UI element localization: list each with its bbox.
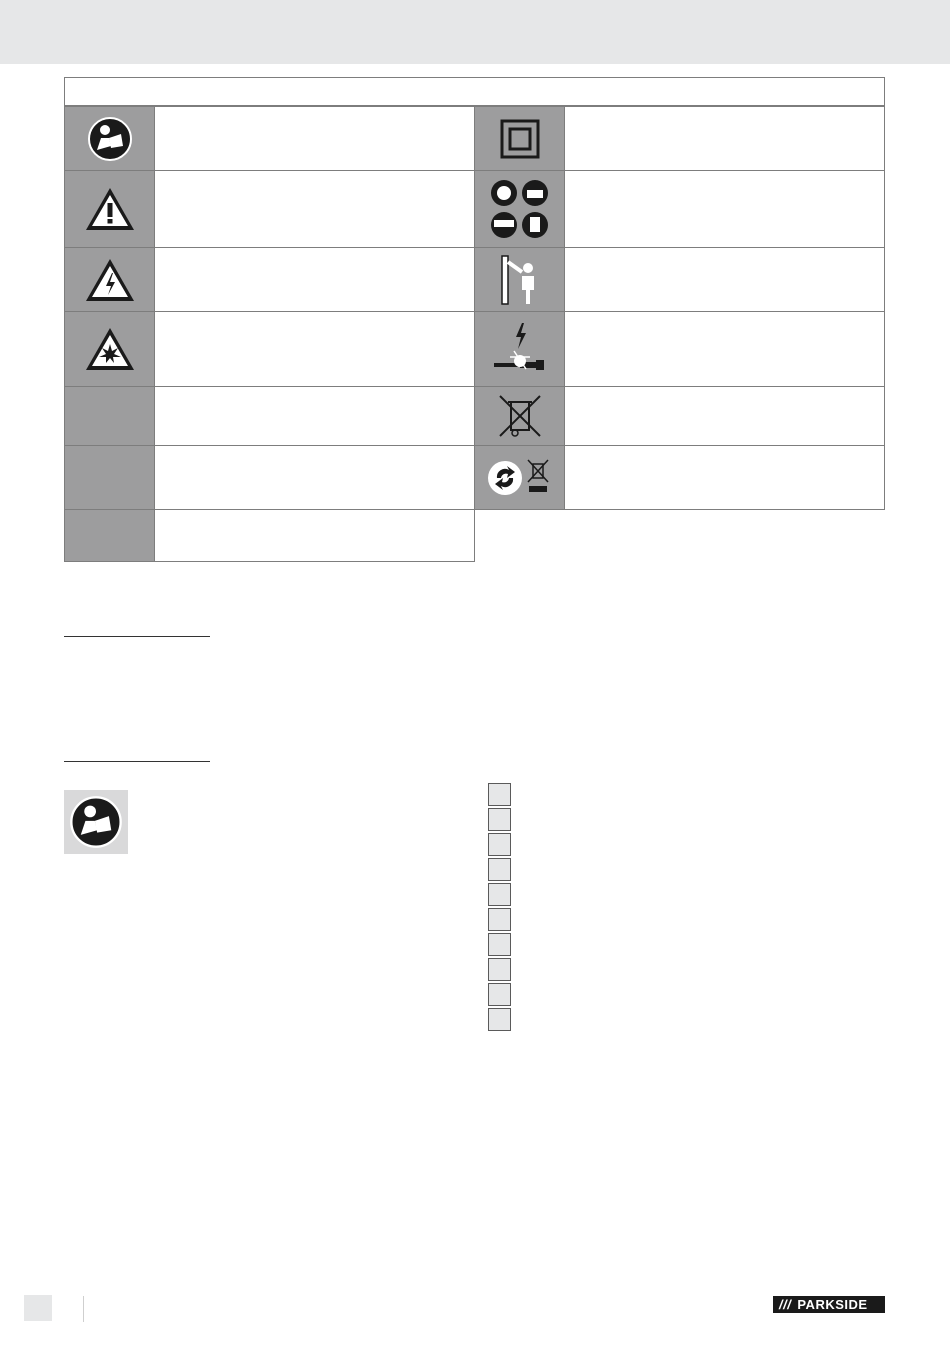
legend-row	[65, 509, 474, 561]
brand-prefix: ///	[779, 1297, 792, 1312]
part-number-box	[488, 908, 511, 931]
part-number-box	[488, 1008, 511, 1031]
legend-row	[65, 386, 474, 445]
section-heading	[64, 616, 210, 637]
read-manual-icon	[65, 107, 155, 170]
legend-row	[475, 386, 884, 445]
electric-shock-icon	[65, 248, 155, 311]
legend-row	[475, 311, 884, 386]
legend-icon-cell	[65, 446, 155, 509]
part-number-box	[488, 883, 511, 906]
green-dot-recycling-icon	[475, 446, 565, 509]
legend-row	[65, 247, 474, 311]
part-number-box	[488, 808, 511, 831]
part-number-box	[488, 958, 511, 981]
explosion-hazard-icon	[65, 312, 155, 386]
header-band	[0, 0, 950, 64]
legend-table-left	[64, 106, 475, 562]
legend-row	[475, 445, 884, 509]
protection-class-ii-icon	[475, 107, 565, 170]
brand-name: PARKSIDE	[797, 1297, 868, 1312]
legend-row	[65, 311, 474, 386]
section-heading	[64, 741, 210, 762]
read-manual-icon	[64, 790, 128, 854]
legend-table-right	[474, 106, 885, 510]
keep-children-away-icon	[475, 248, 565, 311]
part-number-box	[488, 833, 511, 856]
legend-row	[475, 106, 884, 170]
legend-icon-cell	[65, 387, 155, 445]
part-number-box	[488, 783, 511, 806]
legend-row	[475, 170, 884, 247]
brand-logo	[773, 1296, 885, 1313]
crossed-bin-icon	[475, 387, 565, 445]
page-number	[24, 1295, 52, 1321]
legend-row	[65, 170, 474, 247]
part-number-box	[488, 983, 511, 1006]
legend-row	[65, 106, 474, 170]
protective-equipment-icon	[475, 171, 565, 247]
warning-triangle-icon	[65, 171, 155, 247]
legend-icon-cell	[65, 510, 155, 561]
damaged-cable-icon	[475, 312, 565, 386]
legend-title-bar	[64, 77, 885, 106]
part-number-box	[488, 858, 511, 881]
legend-row	[65, 445, 474, 509]
legend-row	[475, 247, 884, 311]
footer-divider	[83, 1296, 84, 1322]
part-number-box	[488, 933, 511, 956]
